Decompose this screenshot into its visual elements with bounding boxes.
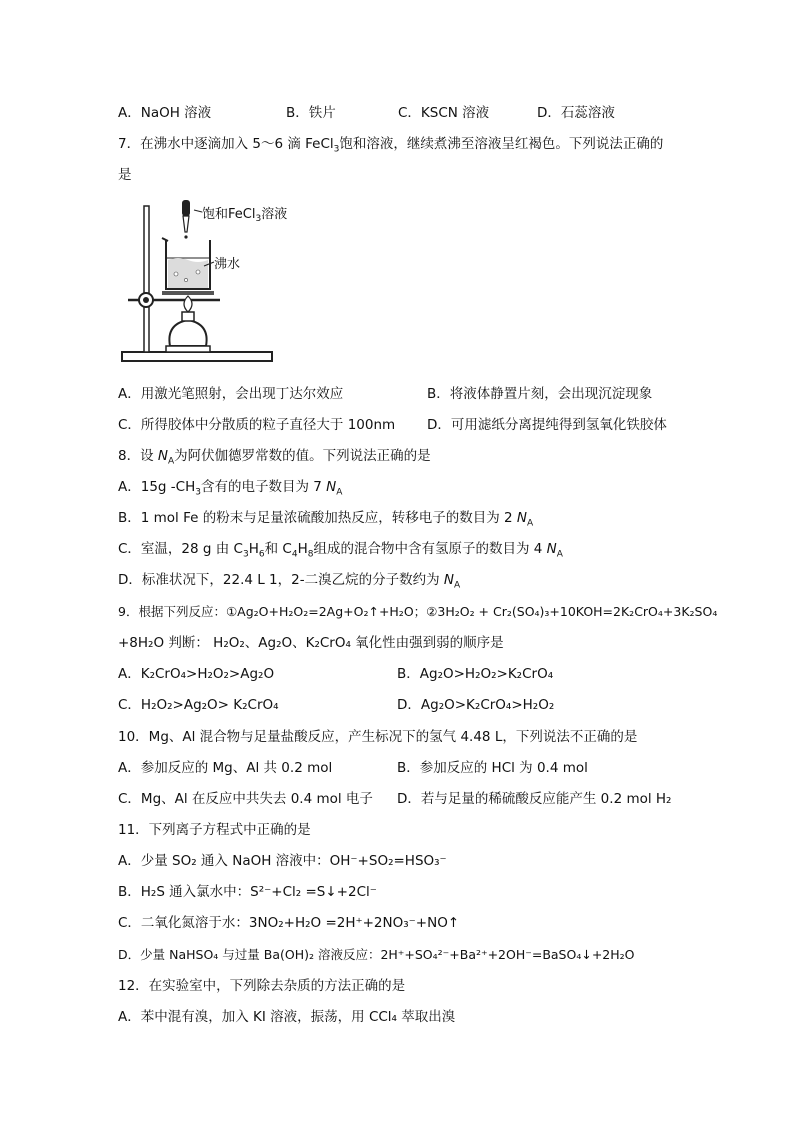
q11-option-b: B．H₂S 通入氯水中：S²⁻+Cl₂ =S↓+2Cl⁻ — [118, 884, 377, 900]
q10-option-c: C．Mg、Al 在反应中共失去 0.4 mol 电子 — [118, 791, 373, 807]
q9-option-d: D．Ag₂O>K₂CrO₄>H₂O₂ — [397, 697, 555, 713]
q8-option-c: C．室温，28 g 由 $C_3H_6$和 $C_4H_8$组成的混合物中含有氢原子的数目为 4 $N_A$ — [118, 541, 563, 560]
alcohol-lamp — [169, 320, 206, 346]
q7-option-b: B．将液体静置片刻，会出现沉淀现象 — [427, 386, 653, 402]
apparatus-figure — [118, 196, 306, 366]
dropper-bulb — [182, 200, 190, 216]
q10-option-b: B．参加反应的 HCl 为 0.4 mol — [397, 760, 588, 776]
q8-option-d: D．标准状况下，22.4 L 1，2-二溴乙烷的分子数约为 $N_A$ — [118, 572, 461, 591]
fig-label-fecl3: 饱和FeCl$_3$溶液 — [202, 207, 288, 224]
q9-option-a: A．K₂CrO₄>H₂O₂>Ag₂O — [118, 666, 275, 682]
q8-option-a: A．15g $-CH_3$含有的电子数目为 7 $N_A$ — [118, 479, 343, 498]
q8-option-b: B．1 mol Fe 的粉末与足量浓硫酸加热反应，转移电子的数目为 2 $N_A$ — [118, 510, 534, 529]
q7-option-d: D．可用滤纸分离提纯得到氢氧化铁胶体 — [427, 417, 667, 433]
q7-option-c: C．所得胶体中分散质的粒子直径大于 100nm — [118, 417, 396, 433]
stand-base — [122, 352, 272, 361]
q11-option-d: D．少量 NaHSO₄ 与过量 Ba(OH)₂ 溶液反应：2H⁺+SO₄²⁻+Ba²⁺+2OH⁻=BaSO₄↓+2H₂O — [118, 947, 635, 962]
q11-option-a: A．少量 SO₂ 通入 NaOH 溶液中：OH⁻+SO₂=HSO₃⁻ — [118, 853, 447, 869]
q6-option-c: C．KSCN 溶液 — [398, 105, 490, 121]
wire-gauze — [162, 291, 214, 295]
q7-option-a: A．用激光笔照射，会出现丁达尔效应 — [118, 386, 344, 402]
flame — [184, 296, 192, 312]
q6-option-d: D．石蕊溶液 — [537, 105, 615, 121]
q9-option-b: B．Ag₂O>H₂O₂>K₂CrO₄ — [397, 666, 554, 682]
q7-stem: 7．在沸水中逐滴加入 5～6 滴 FeCl$_3$饱和溶液，继续煮沸至溶液呈红褐色。下列说法正确的 — [118, 136, 664, 155]
q12-option-a: A．苯中混有溴，加入 KI 溶液，振荡，用 CCl₄ 萃取出溴 — [118, 1009, 456, 1025]
q12-stem: 12．在实验室中，下列除去杂质的方法正确的是 — [118, 978, 406, 994]
q7-stem-cont: 是 — [118, 167, 132, 183]
q11-option-c: C．二氧化氮溶于水：3NO₂+H₂O =2H⁺+2NO₃⁻+NO↑ — [118, 915, 460, 931]
q9-stem-cont: +8H₂O 判断： H₂O₂、Ag₂O、K₂CrO₄ 氧化性由强到弱的顺序是 — [118, 635, 504, 651]
q10-stem: 10．Mg、Al 混合物与足量盐酸反应，产生标况下的氢气 4.48 L，下列说法不正确的是 — [118, 729, 638, 745]
q10-option-a: A．参加反应的 Mg、Al 共 0.2 mol — [118, 760, 333, 776]
q6-option-a: A．NaOH 溶液 — [118, 105, 212, 121]
q9-stem: 9．根据下列反应：①Ag₂O+H₂O₂=2Ag+O₂↑+H₂O；②3H₂O₂ + Cr₂(SO₄)₃+10KOH=2K₂CrO₄+3K₂SO₄ — [118, 604, 718, 619]
q10-option-d: D．若与足量的稀硫酸反应能产生 0.2 mol H₂ — [397, 791, 672, 807]
stand-rod — [144, 206, 149, 352]
dropper-tube — [183, 216, 189, 232]
q8-stem: 8．设 $N_A$为阿伏伽德罗常数的值。下列说法正确的是 — [118, 448, 431, 467]
q6-option-b: B．铁片 — [286, 105, 336, 121]
q11-stem: 11．下列离子方程式中正确的是 — [118, 822, 311, 838]
q9-option-c: C．H₂O₂>Ag₂O> K₂CrO₄ — [118, 697, 279, 713]
fig-label-boiling-water: 沸水 — [214, 257, 241, 272]
